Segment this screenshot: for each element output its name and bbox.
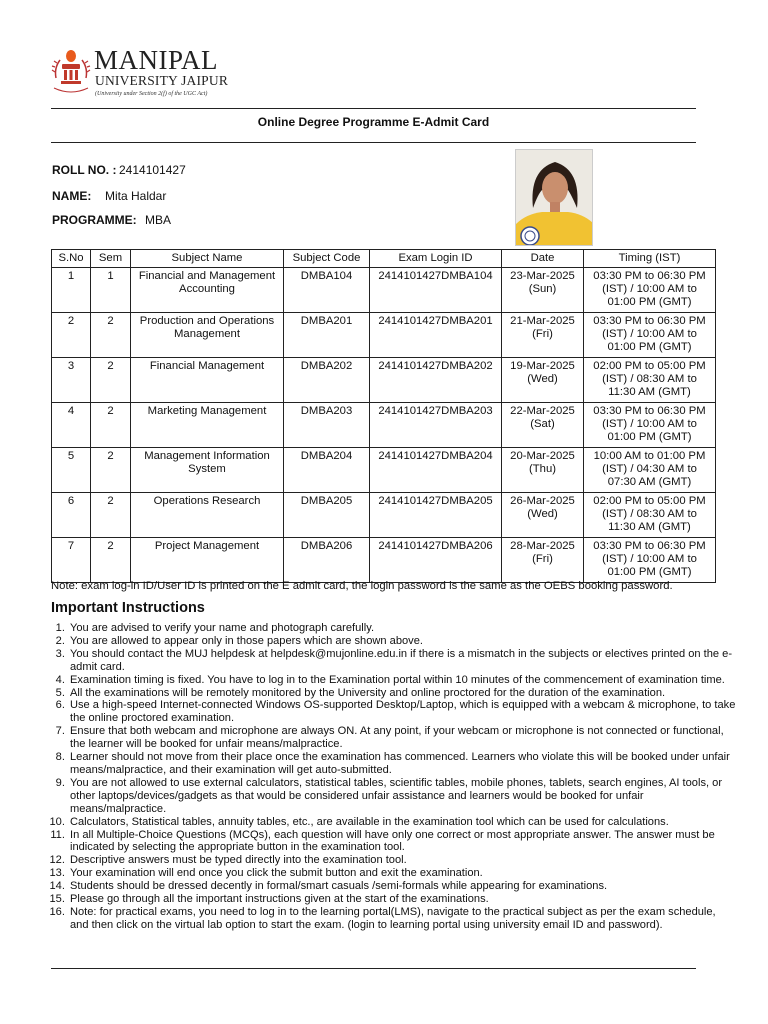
cell-date: 23-Mar-2025 (Sun)	[502, 268, 584, 313]
cell-subject-name: Operations Research	[131, 493, 284, 538]
cell-sem: 2	[91, 313, 131, 358]
instruction-item: 10. Calculators, Statistical tables, annuity tables, etc., are available in the examination tool which can be used for calculations.	[68, 816, 736, 829]
cell-exam-login-id: 2414101427DMBA206	[370, 538, 502, 583]
university-logo	[50, 44, 250, 102]
programme-field	[52, 213, 172, 227]
cell-sno: 5	[52, 448, 91, 493]
cell-sem: 2	[91, 358, 131, 403]
cell-exam-login-id: 2414101427DMBA204	[370, 448, 502, 493]
column-header-timing: Timing (IST)	[584, 250, 716, 268]
login-note: Note: exam log-in ID/User ID is printed on the E admit card, the login password is the same as the OEBS booking password.	[51, 580, 673, 592]
cell-date: 19-Mar-2025 (Wed)	[502, 358, 584, 403]
cell-exam-login-id: 2414101427DMBA104	[370, 268, 502, 313]
cell-sem: 1	[91, 268, 131, 313]
header-divider-bottom	[51, 142, 696, 143]
programme-label: PROGRAMME:	[52, 213, 137, 227]
column-header-subject-name: Subject Name	[131, 250, 284, 268]
cell-timing: 03:30 PM to 06:30 PM (IST) / 10:00 AM to 01:00 PM (GMT)	[584, 403, 716, 448]
header-divider-top	[51, 108, 696, 109]
cell-subject-name: Project Management	[131, 538, 284, 583]
instruction-item: 6. Use a high-speed Internet-connected Windows OS-supported Desktop/Laptop, which is equipped with a webcam & microphone, to take the online proctored examination.	[68, 699, 736, 725]
cell-sno: 6	[52, 493, 91, 538]
column-header-sno: S.No	[52, 250, 91, 268]
cell-subject-name: Financial and Management Accounting	[131, 268, 284, 313]
table-header-row	[52, 250, 716, 268]
roll-number-label: ROLL NO. :	[52, 163, 117, 177]
instruction-item: 4. Examination timing is fixed. You have to log in to the Examination portal within 10 minutes of the commencement of examination time.	[68, 674, 736, 687]
cell-sno: 3	[52, 358, 91, 403]
instruction-item: 16. Note: for practical exams, you need to log in to the learning portal(LMS), navigate to the practical subject as per the exam schedule, and then click on the virtual lab option to start the exam. (login to learning portal using university email ID and password).	[68, 906, 736, 932]
cell-subject-code: DMBA205	[284, 493, 370, 538]
table-row	[52, 448, 716, 493]
table-body	[52, 268, 716, 583]
column-header-subject-code: Subject Code	[284, 250, 370, 268]
cell-subject-code: DMBA206	[284, 538, 370, 583]
cell-sno: 4	[52, 403, 91, 448]
instruction-item: 1. You are advised to verify your name and photograph carefully.	[68, 622, 736, 635]
exam-schedule-table	[51, 249, 716, 583]
column-header-sem: Sem	[91, 250, 131, 268]
cell-exam-login-id: 2414101427DMBA201	[370, 313, 502, 358]
cell-subject-code: DMBA203	[284, 403, 370, 448]
instruction-item: 11. In all Multiple-Choice Questions (MCQs), each question will have only one correct or most appropriate answer. The answer must be indicated by selecting the appropriate button in the examination tool.	[68, 829, 736, 855]
table-row	[52, 268, 716, 313]
cell-date: 28-Mar-2025 (Fri)	[502, 538, 584, 583]
instruction-item: 15. Please go through all the important instructions given at the start of the examinations.	[68, 893, 736, 906]
cell-timing: 03:30 PM to 06:30 PM (IST) / 10:00 AM to 01:00 PM (GMT)	[584, 268, 716, 313]
instruction-item: 5. All the examinations will be remotely monitored by the University and online proctored for the duration of the examination.	[68, 687, 736, 700]
cell-sem: 2	[91, 538, 131, 583]
cell-timing: 10:00 AM to 01:00 PM (IST) / 04:30 AM to 07:30 AM (GMT)	[584, 448, 716, 493]
cell-timing: 02:00 PM to 05:00 PM (IST) / 08:30 AM to 11:30 AM (GMT)	[584, 493, 716, 538]
column-header-exam-login-id: Exam Login ID	[370, 250, 502, 268]
instruction-item: 12. Descriptive answers must be typed directly into the examination tool.	[68, 854, 736, 867]
cell-timing: 03:30 PM to 06:30 PM (IST) / 10:00 AM to 01:00 PM (GMT)	[584, 538, 716, 583]
roll-number-value: 2414101427	[119, 163, 186, 177]
instruction-item: 7. Ensure that both webcam and microphone are always ON. At any point, if your webcam or microphone is not connected or functional, the learner will be booked for unfair means/malpractice.	[68, 725, 736, 751]
page-title: Online Degree Programme E-Admit Card	[257, 115, 490, 129]
brand-note: (University under Section 2(f) of the UGC Act)	[95, 91, 208, 97]
cell-sem: 2	[91, 448, 131, 493]
name-field	[52, 189, 167, 203]
student-portrait-icon	[516, 150, 593, 246]
cell-timing: 02:00 PM to 05:00 PM (IST) / 08:30 AM to 11:30 AM (GMT)	[584, 358, 716, 403]
table-row	[52, 358, 716, 403]
instructions-heading: Important Instructions	[51, 600, 205, 616]
instructions-list	[51, 622, 736, 932]
cell-subject-code: DMBA204	[284, 448, 370, 493]
cell-subject-name: Production and Operations Management	[131, 313, 284, 358]
cell-subject-code: DMBA201	[284, 313, 370, 358]
cell-exam-login-id: 2414101427DMBA205	[370, 493, 502, 538]
cell-sno: 7	[52, 538, 91, 583]
brand-subtitle: UNIVERSITY JAIPUR	[95, 73, 229, 88]
table-row	[52, 538, 716, 583]
programme-value: MBA	[145, 213, 172, 227]
table-row	[52, 313, 716, 358]
cell-date: 26-Mar-2025 (Wed)	[502, 493, 584, 538]
cell-date: 21-Mar-2025 (Fri)	[502, 313, 584, 358]
cell-sno: 1	[52, 268, 91, 313]
cell-timing: 03:30 PM to 06:30 PM (IST) / 10:00 AM to 01:00 PM (GMT)	[584, 313, 716, 358]
instruction-item: 2. You are allowed to appear only in those papers which are shown above.	[68, 635, 736, 648]
cell-subject-code: DMBA104	[284, 268, 370, 313]
instruction-item: 14. Students should be dressed decently in formal/smart casuals /semi-formals while appearing for examinations.	[68, 880, 736, 893]
instruction-item: 8. Learner should not move from their place once the examination has commenced. Learners who violate this will be booked under unfair means/malpractice, and their examination will get auto-submitted.	[68, 751, 736, 777]
cell-subject-code: DMBA202	[284, 358, 370, 403]
instruction-item: 9. You are not allowed to use external calculators, statistical tables, scientific tables, mobile phones, tablets, search engines, AI tools, or other laptops/devices/gadgets as that would be considered unfair assistance and learners would be booked for unfair means/malpractice.	[68, 777, 736, 816]
cell-sem: 2	[91, 493, 131, 538]
cell-sem: 2	[91, 403, 131, 448]
cell-exam-login-id: 2414101427DMBA203	[370, 403, 502, 448]
table-row	[52, 403, 716, 448]
cell-date: 20-Mar-2025 (Thu)	[502, 448, 584, 493]
footer-divider	[51, 968, 696, 969]
student-photo	[515, 149, 593, 246]
cell-subject-name: Financial Management	[131, 358, 284, 403]
name-value: Mita Haldar	[105, 189, 167, 203]
university-emblem-icon	[50, 48, 92, 96]
cell-exam-login-id: 2414101427DMBA202	[370, 358, 502, 403]
cell-date: 22-Mar-2025 (Sat)	[502, 403, 584, 448]
instruction-item: 3. You should contact the MUJ helpdesk at helpdesk@mujonline.edu.in if there is a mismatch in the subjects or electives printed on the e-admit card.	[68, 648, 736, 674]
roll-number-field	[52, 163, 186, 177]
column-header-date: Date	[502, 250, 584, 268]
cell-subject-name: Marketing Management	[131, 403, 284, 448]
brand-name: MANIPAL	[94, 45, 219, 75]
name-label: NAME:	[52, 189, 92, 203]
cell-sno: 2	[52, 313, 91, 358]
instruction-item: 13. Your examination will end once you click the submit button and exit the examination.	[68, 867, 736, 880]
table-row	[52, 493, 716, 538]
cell-subject-name: Management Information System	[131, 448, 284, 493]
